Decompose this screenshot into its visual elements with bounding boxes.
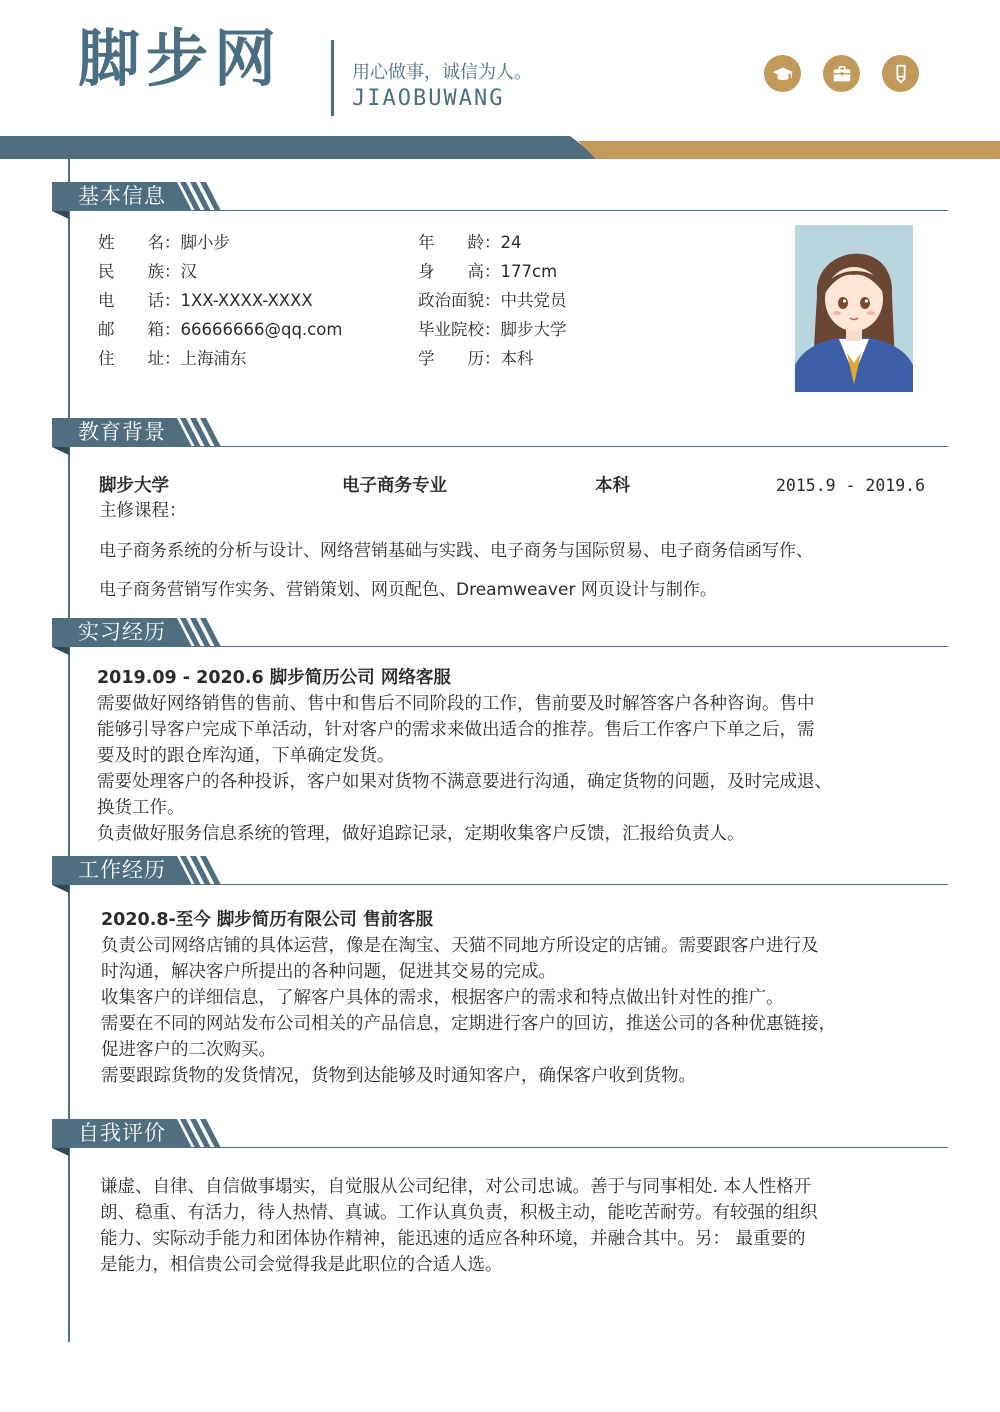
internship-line: 负责做好服务信息系统的管理，做好追踪记录，定期收集客户反馈，汇报给负责人。 [97,824,745,844]
self-eval-line: 朗、稳重、有活力，待人热情、真诚。工作认真负责，积极主动，能吃苦耐劳。有较强的组织 [100,1203,818,1223]
internship-line: 能够引导客户完成下单活动，针对客户的需求来做出适合的推荐。售后工作客户下单之后，需 [97,720,815,740]
self-eval-line: 是能力，相信贵公司会觉得我是此职位的合适人选。 [100,1255,503,1275]
internship-line: 要及时的跟仓库沟通，下单确定发货。 [97,746,395,766]
edu-school: 脚步大学 [99,476,169,496]
edu-degree: 本科 [595,476,630,496]
edu-major: 电子商务专业 [342,476,447,496]
edu-period: 2015.9 - 2019.6 [776,476,926,495]
basic-info-right [418,233,567,378]
work-line: 需要在不同的网站发布公司相关的产品信息，定期进行客户的回访，推送公司的各种优惠链接， [101,1014,836,1034]
section-title-education: 教育背景 [78,420,166,444]
internship-heading: 2019.09 - 2020.6 脚步简历公司 网络客服 [97,668,451,688]
brand-english: JIAOBUWANG [352,86,505,111]
header-bar-gold [578,141,1000,159]
header-bar-blue [0,136,600,159]
section-header-education [52,418,952,450]
basic-info-left [98,233,342,378]
info-row-ethnicity: 民 族：汉 [98,262,197,281]
info-row-age: 年 龄：24 [418,233,522,252]
info-row-school: 毕业院校：脚步大学 [418,320,567,339]
section-title-work: 工作经历 [78,858,166,882]
info-row-political: 政治面貌：中共党员 [418,291,567,310]
info-row-height: 身 高：177cm [418,262,558,281]
work-block [101,907,931,1089]
section-title-self: 自我评价 [78,1121,166,1145]
section-header-internship [52,618,952,650]
work-line: 需要跟踪货物的发货情况，货物到达能够及时通知客户，确保客户收到货物。 [101,1066,696,1086]
internship-line: 需要做好网络销售的售前、售中和售后不同阶段的工作，售前要及时解答客户各种咨询。售中 [97,694,815,714]
work-line: 负责公司网络店铺的具体运营，像是在淘宝、天猫不同地方所设定的店铺。需要跟客户进行及 [101,936,819,956]
work-heading: 2020.8-至今 脚步简历有限公司 售前客服 [101,910,433,930]
timeline-line [68,159,70,1342]
profile-photo [795,225,913,392]
info-row-education: 学 历：本科 [418,349,534,368]
edu-courses-line2: 电子商务营销写作实务、营销策划、网页配色、Dreamweaver 网页设计与制作。 [99,580,717,600]
work-line: 促进客户的二次购买。 [101,1040,276,1060]
pencil-icon [882,55,919,92]
internship-block [97,665,927,847]
section-title-internship: 实习经历 [78,620,166,644]
slogan: 用心做事，诚信为人。 [352,62,532,83]
work-line: 收集客户的详细信息，了解客户具体的需求，根据客户的需求和特点做出针对性的推广。 [101,988,784,1008]
header-divider [331,40,334,116]
section-header-basic [52,182,952,214]
edu-courses-label: 主修课程： [99,501,187,521]
logo-text: 脚步网 [78,22,283,95]
internship-line: 需要处理客户的各种投诉，客户如果对货物不满意要进行沟通，确定货物的问题，及时完成退、 [97,772,832,792]
briefcase-icon [823,55,860,92]
info-row-address: 住 址：上海浦东 [98,349,247,368]
info-row-phone: 电 话：1XX-XXXX-XXXX [98,291,313,310]
section-title-basic: 基本信息 [78,184,166,208]
graduation-cap-icon [764,55,801,92]
self-eval-line: 谦虚、自律、自信做事塌实，自觉服从公司纪律，对公司忠诚。善于与同事相处. 本人性格开 [100,1177,812,1197]
internship-line: 换货工作。 [97,798,185,818]
work-line: 时沟通，解决客户所提出的各种问题，促进其交易的完成。 [101,962,556,982]
info-row-name: 姓 名：脚小步 [98,233,230,252]
edu-courses-line1: 电子商务系统的分析与设计、网络营销基础与实践、电子商务与国际贸易、电子商务信函写作、 [99,541,813,561]
info-row-email: 邮 箱：66666666@qq.com [98,320,343,339]
section-header-work [52,856,952,888]
self-eval-block [100,1174,930,1278]
self-eval-line: 能力、实际动手能力和团体协作精神，能迅速的适应各种环境，并融合其中。另： 最重要的 [100,1229,806,1249]
section-header-self [52,1119,952,1151]
